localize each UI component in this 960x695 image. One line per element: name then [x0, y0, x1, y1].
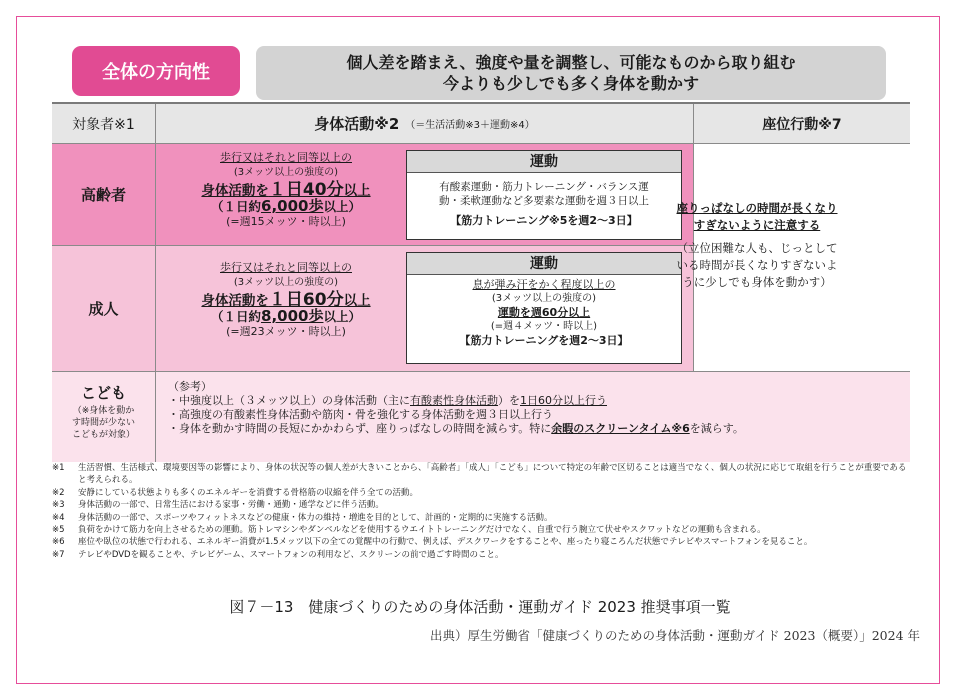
figure-caption: 図７－13 健康づくりのための身体活動・運動ガイド 2023 推奨事項一覧 [229, 598, 731, 616]
direction-headline [256, 46, 886, 100]
sedentary-text: 座りっぱなしの時間が長くなり すぎないように注意する （立位困難な人も、じっとして いる時間が長くなりすぎないよ うに少しでも身体を動かす） [676, 201, 838, 289]
footnote: ※5 負荷をかけて筋力を向上させるための運動。筋トレマシンやダンベルなどを使用するウエイトトレーニングだけでなく、自重で行う腕立て伏せやスクワットなどの運動も含まれる。 [52, 525, 766, 536]
header-sedentary: 座位行動※7 [694, 104, 910, 144]
elderly-activity-text: 歩行又はそれと同等以上の (3メッツ以上の強度の) 身体活動を１日40分以上 （１日約6,000歩以上） (=週15メッツ・時以上) [201, 151, 371, 228]
header-activity: 身体活動※2 （＝生活活動※3＋運動※4） [156, 104, 694, 144]
footnote: ※6 座位や臥位の状態で行われる、エネルギー消費が1.5メッツ以下の全ての覚醒中の行動で、例えば、デスクワークをすることや、座ったり寝ころんだ状態でテレビやスマートフォンを見ること。 [52, 537, 813, 548]
row-label-children: こども （※身体を動か す時間が少ない こどもが対象） [52, 372, 156, 462]
figure-source: 出典）厚生労働省「健康づくりのための身体活動・運動ガイド 2023（概要）」2024 年 [430, 628, 920, 643]
footnotes [52, 462, 912, 561]
children-guidance: （参考） ・中強度以上（３メッツ以上）の身体活動（主に有酸素性身体活動）を1日60分以上行う ・高強度の有酸素性身体活動や筋肉・骨を強化する身体活動を週３日以上行う ・身体を動かす時間の長短にかかわらず、座りっぱなしの時間を減らす。特に余暇のスクリーンタイム※6を減らす。 [168, 380, 744, 435]
footnote: ※2 安静にしている状態よりも多くのエネルギーを消費する骨格筋の収縮を伴う全ての活動。 [52, 487, 419, 498]
footnote: ※3 身体活動の一部で、日常生活における家事・労働・通勤・通学などに伴う活動。 [52, 500, 384, 511]
direction-tag: 全体の方向性 [72, 46, 240, 96]
header-target: 対象者※1 [52, 104, 156, 144]
exercise-title: 運動 [407, 253, 681, 275]
headline-line1: 個人差を踏まえ、強度や量を調整し、可能なものから取り組む [346, 53, 796, 72]
adult-activity-cell [156, 246, 694, 372]
adult-activity-text: 歩行又はそれと同等以上の (3メッツ以上の強度の) 身体活動を１日60分以上 （１日約8,000歩以上） (=週23メッツ・時以上) [201, 261, 371, 338]
exercise-title: 運動 [407, 151, 681, 173]
elderly-exercise-box: 運動 有酸素運動・筋力トレーニング・バランス運 動・柔軟運動など多要素な運動を週３日以上 【筋力トレーニング※5を週2～3日】 [406, 150, 682, 240]
row-label-adult: 成人 [52, 246, 156, 372]
footnote: ※7 テレビやDVDを観ることや、テレビゲーム、スマートフォンの利用など、スクリーンの前で過ごす時間のこと。 [52, 549, 504, 560]
elderly-activity-cell [156, 144, 694, 246]
row-label-elderly: 高齢者 [52, 144, 156, 246]
headline-line2: 今よりも少しでも多く身体を動かす [442, 74, 699, 93]
adult-exercise-box: 運動 息が弾み汗をかく程度以上の (3メッツ以上の強度の) 運動を週60分以上 (=週４メッツ・時以上) 【筋力トレーニングを週2～3日】 [406, 252, 682, 364]
footnote: ※4 身体活動の一部で、スポーツやフィットネスなどの健康・体力の維持・増進を目的として、計画的・定期的に実施する活動。 [52, 512, 553, 523]
footnote: ※1 生活習慣、生活様式、環境要因等の影響により、身体の状況等の個人差が大きいことから、「高齢者」「成人」「こども」について特定の年齢で区切ることは適当でなく、個人の状況に応じて取組を行うことが重要であると考えられる。 [52, 463, 907, 486]
